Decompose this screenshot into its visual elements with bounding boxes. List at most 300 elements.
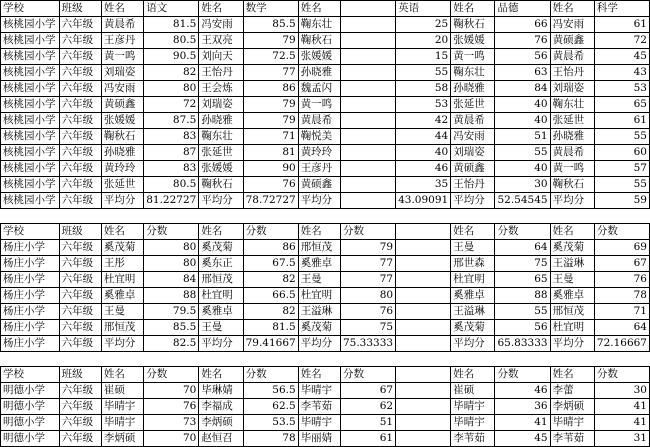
table-cell[interactable]: 45 [495,431,550,447]
empty-cell[interactable] [340,352,395,367]
table-cell[interactable]: 55 [594,177,649,193]
table-cell[interactable] [340,113,395,129]
table-cell[interactable]: 王彦丹 [298,161,340,177]
table-cell[interactable]: 核桃园小学 [1,65,60,81]
table-cell[interactable]: 王彤 [101,256,143,272]
table-cell[interactable]: 平均分 [199,193,243,209]
table-cell[interactable]: 明德小学 [1,399,60,415]
table-cell[interactable]: 52.54545 [495,193,550,209]
table-cell[interactable]: 30 [495,177,550,193]
table-cell[interactable]: 82 [243,272,298,288]
table-cell[interactable]: 31 [594,431,649,447]
table-cell[interactable]: 明德小学 [1,383,60,399]
table-cell[interactable]: 毕晴宇 [451,415,495,431]
table-cell[interactable] [396,415,451,431]
empty-cell[interactable] [101,352,143,367]
header-cell[interactable]: 学校 [1,224,60,240]
table-cell[interactable]: 毕晴宇 [298,415,340,431]
table-cell[interactable] [396,288,451,304]
table-cell[interactable]: 46 [396,161,451,177]
table-cell[interactable]: 鞠东壮 [298,17,340,33]
empty-cell[interactable] [396,352,451,367]
empty-cell[interactable] [550,209,594,224]
header-cell[interactable]: 分数 [340,224,395,240]
empty-cell[interactable] [298,209,340,224]
table-cell[interactable]: 77 [340,272,395,288]
table-cell[interactable]: 六年级 [59,320,101,336]
table-cell[interactable]: 平均分 [451,193,495,209]
table-cell[interactable]: 85.5 [243,17,298,33]
table-cell[interactable]: 88 [144,288,199,304]
table-cell[interactable]: 79.5 [144,304,199,320]
empty-cell[interactable] [199,352,243,367]
table-cell[interactable] [340,17,395,33]
table-cell[interactable]: 72.16667 [594,336,649,352]
table-cell[interactable]: 46 [495,383,550,399]
table-cell[interactable]: 奚茂菊 [550,240,594,256]
table-cell[interactable]: 王曼 [550,272,594,288]
table-cell[interactable]: 79 [243,97,298,113]
header-cell[interactable]: 姓名 [451,367,495,383]
table-cell[interactable]: 79 [243,33,298,49]
table-cell[interactable]: 20 [396,33,451,49]
table-cell[interactable]: 40 [495,161,550,177]
empty-cell[interactable] [451,352,495,367]
table-cell[interactable]: 孙晓雅 [199,113,243,129]
table-cell[interactable]: 鞠秋石 [451,17,495,33]
table-cell[interactable]: 崔硕 [451,383,495,399]
table-cell[interactable]: 核桃园小学 [1,113,60,129]
table-cell[interactable]: 六年级 [59,161,101,177]
table-cell[interactable]: 76 [340,304,395,320]
table-cell[interactable]: 53 [396,97,451,113]
table-cell[interactable]: 冯安雨 [451,129,495,145]
table-cell[interactable]: 82 [243,304,298,320]
table-cell[interactable]: 67 [594,256,649,272]
table-cell[interactable]: 平均分 [101,193,143,209]
table-cell[interactable]: 73 [144,415,199,431]
table-cell[interactable]: 杨庄小学 [1,336,60,352]
header-cell[interactable]: 姓名 [451,1,495,17]
header-cell[interactable]: 英语 [396,1,451,17]
table-cell[interactable]: 72.5 [243,49,298,65]
table-cell[interactable] [396,399,451,415]
table-cell[interactable]: 邢恒茂 [101,320,143,336]
empty-cell[interactable] [495,209,550,224]
table-cell[interactable]: 明德小学 [1,415,60,431]
table-cell[interactable] [396,304,451,320]
table-cell[interactable]: 李苇茹 [298,399,340,415]
empty-cell[interactable] [144,209,199,224]
table-cell[interactable]: 王彦丹 [101,33,143,49]
table-cell[interactable]: 奚茂菊 [199,240,243,256]
table-cell[interactable]: 鞠秋石 [101,129,143,145]
table-cell[interactable]: 核桃园小学 [1,161,60,177]
table-cell[interactable]: 奚茂菊 [101,240,143,256]
table-cell[interactable]: 鞠东壮 [451,65,495,81]
header-cell[interactable]: 姓名 [101,224,143,240]
table-cell[interactable]: 黄晨希 [550,49,594,65]
header-cell[interactable]: 分数 [340,367,395,383]
table-cell[interactable]: 81.22727 [144,193,199,209]
table-cell[interactable]: 56.5 [243,383,298,399]
table-cell[interactable]: 王曼 [199,320,243,336]
table-cell[interactable]: 67.5 [243,256,298,272]
table-cell[interactable]: 杨庄小学 [1,240,60,256]
table-cell[interactable]: 61 [594,113,649,129]
table-cell[interactable]: 李蕾 [550,383,594,399]
table-cell[interactable]: 黄晨希 [550,145,594,161]
table-cell[interactable]: 79 [340,240,395,256]
table-cell[interactable]: 核桃园小学 [1,177,60,193]
table-cell[interactable]: 87 [144,145,199,161]
table-cell[interactable]: 王溢琳 [550,256,594,272]
empty-cell[interactable] [340,209,395,224]
table-cell[interactable]: 72 [594,33,649,49]
table-cell[interactable]: 六年级 [59,145,101,161]
table-cell[interactable]: 黄晨希 [451,113,495,129]
table-cell[interactable]: 40 [495,113,550,129]
table-cell[interactable]: 六年级 [59,272,101,288]
table-cell[interactable]: 平均分 [101,336,143,352]
header-cell[interactable]: 分数 [243,367,298,383]
table-cell[interactable]: 72 [144,97,199,113]
table-cell[interactable]: 85.5 [144,320,199,336]
table-cell[interactable]: 80 [340,288,395,304]
table-cell[interactable]: 86 [243,81,298,97]
table-cell[interactable]: 70 [144,431,199,447]
table-cell[interactable]: 孙晓雅 [550,129,594,145]
table-cell[interactable] [396,336,451,352]
table-cell[interactable]: 35 [396,177,451,193]
header-cell[interactable]: 姓名 [199,224,243,240]
table-cell[interactable]: 张延世 [550,113,594,129]
table-cell[interactable]: 六年级 [59,256,101,272]
table-cell[interactable]: 张媛媛 [101,113,143,129]
table-cell[interactable]: 杨庄小学 [1,304,60,320]
table-cell[interactable]: 王曼 [451,240,495,256]
table-cell[interactable]: 69 [594,240,649,256]
table-cell[interactable] [396,320,451,336]
table-cell[interactable]: 李苇茹 [451,431,495,447]
table-cell[interactable]: 80 [144,81,199,97]
header-cell[interactable] [340,1,395,17]
table-cell[interactable]: 76 [243,177,298,193]
table-cell[interactable]: 41 [495,415,550,431]
table-cell[interactable]: 64 [495,240,550,256]
table-cell[interactable]: 杨庄小学 [1,272,60,288]
empty-cell[interactable] [59,209,101,224]
table-cell[interactable] [340,49,395,65]
table-cell[interactable]: 82.5 [144,336,199,352]
header-cell[interactable]: 分数 [243,224,298,240]
table-cell[interactable]: 核桃园小学 [1,97,60,113]
table-cell[interactable]: 王溢琳 [298,304,340,320]
table-cell[interactable]: 奚雅卓 [101,288,143,304]
table-cell[interactable]: 李苇茹 [550,431,594,447]
header-cell[interactable]: 姓名 [550,367,594,383]
empty-cell[interactable] [495,352,550,367]
table-cell[interactable]: 核桃园小学 [1,17,60,33]
header-cell[interactable]: 科学 [594,1,649,17]
table-cell[interactable]: 61 [594,17,649,33]
table-cell[interactable]: 76 [594,272,649,288]
table-cell[interactable]: 六年级 [59,383,101,399]
table-cell[interactable]: 六年级 [59,288,101,304]
table-cell[interactable]: 六年级 [59,129,101,145]
table-cell[interactable]: 53 [594,81,649,97]
table-cell[interactable]: 58 [396,81,451,97]
table-cell[interactable]: 43 [594,65,649,81]
table-cell[interactable]: 黄硕鑫 [550,33,594,49]
table-cell[interactable]: 平均分 [199,336,243,352]
table-cell[interactable]: 邢世森 [451,256,495,272]
table-cell[interactable]: 杨庄小学 [1,256,60,272]
table-cell[interactable]: 刘瑞姿 [199,97,243,113]
table-cell[interactable]: 李福成 [199,399,243,415]
table-cell[interactable]: 王会炼 [199,81,243,97]
header-cell[interactable]: 姓名 [298,367,340,383]
header-cell[interactable]: 班级 [59,1,101,17]
table-cell[interactable]: 41 [594,399,649,415]
table-cell[interactable]: 毕晴宇 [101,399,143,415]
header-cell[interactable]: 学校 [1,367,60,383]
table-cell[interactable]: 冯安雨 [101,81,143,97]
table-cell[interactable]: 刘瑞姿 [101,65,143,81]
header-cell[interactable] [396,367,451,383]
empty-cell[interactable] [1,352,60,367]
table-cell[interactable]: 40 [396,145,451,161]
table-cell[interactable]: 邢恒茂 [550,304,594,320]
table-cell[interactable]: 鞠秋石 [199,177,243,193]
table-cell[interactable]: 65 [594,97,649,113]
table-cell[interactable]: 六年级 [59,399,101,415]
table-cell[interactable]: 84 [495,81,550,97]
table-cell[interactable]: 84 [144,272,199,288]
table-cell[interactable]: 黄玲玲 [101,161,143,177]
table-cell[interactable]: 王双亮 [199,33,243,49]
table-cell[interactable]: 55 [495,304,550,320]
table-cell[interactable]: 平均分 [298,336,340,352]
table-cell[interactable]: 奚雅卓 [451,288,495,304]
table-cell[interactable]: 黄一鸣 [298,97,340,113]
empty-cell[interactable] [594,209,649,224]
table-cell[interactable]: 张媛媛 [199,161,243,177]
table-cell[interactable]: 平均分 [550,193,594,209]
empty-cell[interactable] [396,209,451,224]
empty-cell[interactable] [243,209,298,224]
table-cell[interactable]: 76 [144,399,199,415]
table-cell[interactable] [340,81,395,97]
table-cell[interactable]: 80 [144,256,199,272]
table-cell[interactable]: 杨庄小学 [1,320,60,336]
table-cell[interactable]: 杜宜明 [101,272,143,288]
table-cell[interactable]: 黄一鸣 [451,49,495,65]
header-cell[interactable] [396,224,451,240]
table-cell[interactable]: 67 [340,383,395,399]
table-cell[interactable]: 毕晴宇 [101,415,143,431]
table-cell[interactable] [396,240,451,256]
table-cell[interactable]: 张媛媛 [298,49,340,65]
table-cell[interactable]: 70 [144,383,199,399]
empty-cell[interactable] [243,352,298,367]
table-cell[interactable]: 81 [243,145,298,161]
table-cell[interactable]: 黄一鸣 [101,49,143,65]
table-cell[interactable]: 毕晴宇 [298,383,340,399]
header-cell[interactable]: 姓名 [298,224,340,240]
table-cell[interactable]: 86 [243,240,298,256]
table-cell[interactable]: 崔硕 [101,383,143,399]
table-cell[interactable]: 71 [594,304,649,320]
table-cell[interactable] [340,97,395,113]
table-cell[interactable]: 六年级 [59,240,101,256]
table-cell[interactable]: 鞠东壮 [199,129,243,145]
table-cell[interactable]: 黄硕鑫 [298,177,340,193]
table-cell[interactable]: 77 [243,65,298,81]
header-cell[interactable]: 分数 [594,224,649,240]
table-cell[interactable]: 41 [594,415,649,431]
table-cell[interactable]: 43.09091 [396,193,451,209]
table-cell[interactable]: 90 [243,161,298,177]
table-cell[interactable]: 57 [594,161,649,177]
table-cell[interactable]: 赵恒召 [199,431,243,447]
table-cell[interactable]: 孙晓雅 [451,81,495,97]
table-cell[interactable]: 81.5 [243,320,298,336]
table-cell[interactable]: 45 [594,49,649,65]
table-cell[interactable]: 62.5 [243,399,298,415]
table-cell[interactable]: 张延世 [451,97,495,113]
table-cell[interactable]: 六年级 [59,431,101,447]
table-cell[interactable] [340,193,395,209]
table-cell[interactable]: 黄晨希 [298,113,340,129]
header-cell[interactable]: 姓名 [451,224,495,240]
table-cell[interactable]: 75.33333 [340,336,395,352]
table-cell[interactable]: 平均分 [451,336,495,352]
table-cell[interactable]: 62 [340,399,395,415]
table-cell[interactable] [340,161,395,177]
table-cell[interactable]: 79.41667 [243,336,298,352]
table-cell[interactable]: 六年级 [59,17,101,33]
table-cell[interactable]: 王曼 [298,272,340,288]
table-cell[interactable]: 鞠秋石 [550,177,594,193]
table-cell[interactable]: 六年级 [59,336,101,352]
table-cell[interactable]: 张媛媛 [451,33,495,49]
table-cell[interactable]: 36 [495,399,550,415]
table-cell[interactable]: 六年级 [59,81,101,97]
table-cell[interactable] [340,33,395,49]
header-cell[interactable]: 姓名 [199,367,243,383]
table-cell[interactable]: 杨庄小学 [1,288,60,304]
table-cell[interactable]: 80.5 [144,33,199,49]
table-cell[interactable]: 42 [396,113,451,129]
table-cell[interactable]: 六年级 [59,65,101,81]
table-cell[interactable] [396,272,451,288]
table-cell[interactable]: 55 [594,129,649,145]
table-cell[interactable]: 刘瑞姿 [550,81,594,97]
table-cell[interactable] [396,256,451,272]
table-cell[interactable]: 奚茂菊 [451,320,495,336]
table-cell[interactable]: 杜宜明 [298,288,340,304]
table-cell[interactable]: 孙晓雅 [298,65,340,81]
empty-cell[interactable] [101,209,143,224]
table-cell[interactable]: 杜宜明 [199,288,243,304]
table-cell[interactable]: 冯安雨 [550,17,594,33]
table-cell[interactable]: 56 [495,320,550,336]
header-cell[interactable]: 品德 [495,1,550,17]
header-cell[interactable]: 分数 [144,224,199,240]
table-cell[interactable] [340,145,395,161]
table-cell[interactable]: 81.5 [144,17,199,33]
table-cell[interactable]: 60 [594,145,649,161]
table-cell[interactable]: 51 [340,415,395,431]
table-cell[interactable]: 15 [396,49,451,65]
header-cell[interactable]: 姓名 [550,1,594,17]
table-cell[interactable]: 40 [495,97,550,113]
table-cell[interactable]: 魏孟闪 [298,81,340,97]
table-cell[interactable]: 张延世 [199,145,243,161]
table-cell[interactable]: 六年级 [59,193,101,209]
table-cell[interactable]: 黄硕鑫 [451,161,495,177]
table-cell[interactable]: 90.5 [144,49,199,65]
table-cell[interactable]: 奚雅卓 [550,288,594,304]
table-cell[interactable]: 30 [594,383,649,399]
table-cell[interactable]: 邢恒茂 [298,240,340,256]
table-cell[interactable] [340,129,395,145]
table-cell[interactable]: 刘瑞姿 [451,145,495,161]
table-cell[interactable]: 奚雅卓 [298,256,340,272]
table-cell[interactable]: 51 [495,129,550,145]
table-cell[interactable]: 杜宜明 [550,320,594,336]
table-cell[interactable]: 六年级 [59,113,101,129]
table-cell[interactable]: 80 [144,240,199,256]
table-cell[interactable]: 平均分 [550,336,594,352]
table-cell[interactable] [396,431,451,447]
table-cell[interactable]: 王怡丹 [199,65,243,81]
table-cell[interactable]: 毕琳婧 [199,383,243,399]
empty-cell[interactable] [594,352,649,367]
table-cell[interactable]: 六年级 [59,33,101,49]
table-cell[interactable]: 六年级 [59,304,101,320]
table-cell[interactable]: 鞠秋石 [298,33,340,49]
empty-cell[interactable] [451,209,495,224]
table-cell[interactable]: 核桃园小学 [1,33,60,49]
table-cell[interactable]: 75 [495,256,550,272]
header-cell[interactable]: 分数 [144,367,199,383]
table-cell[interactable]: 78.72727 [243,193,298,209]
table-cell[interactable]: 79 [243,113,298,129]
table-cell[interactable]: 王怡丹 [550,65,594,81]
table-cell[interactable]: 毕晴宇 [451,399,495,415]
header-cell[interactable]: 分数 [594,367,649,383]
table-cell[interactable]: 53.5 [243,415,298,431]
table-cell[interactable]: 64 [594,320,649,336]
header-cell[interactable]: 数学 [243,1,298,17]
table-cell[interactable]: 83 [144,161,199,177]
table-cell[interactable]: 六年级 [59,415,101,431]
header-cell[interactable]: 姓名 [101,367,143,383]
table-cell[interactable]: 邢恒茂 [199,272,243,288]
table-cell[interactable]: 黄硕鑫 [101,97,143,113]
table-cell[interactable]: 25 [396,17,451,33]
table-cell[interactable]: 六年级 [59,49,101,65]
empty-cell[interactable] [199,209,243,224]
header-cell[interactable]: 分数 [495,224,550,240]
table-cell[interactable]: 黄一鸣 [550,161,594,177]
header-cell[interactable]: 姓名 [550,224,594,240]
table-cell[interactable]: 六年级 [59,97,101,113]
table-cell[interactable]: 65.83333 [495,336,550,352]
table-cell[interactable]: 核桃园小学 [1,129,60,145]
